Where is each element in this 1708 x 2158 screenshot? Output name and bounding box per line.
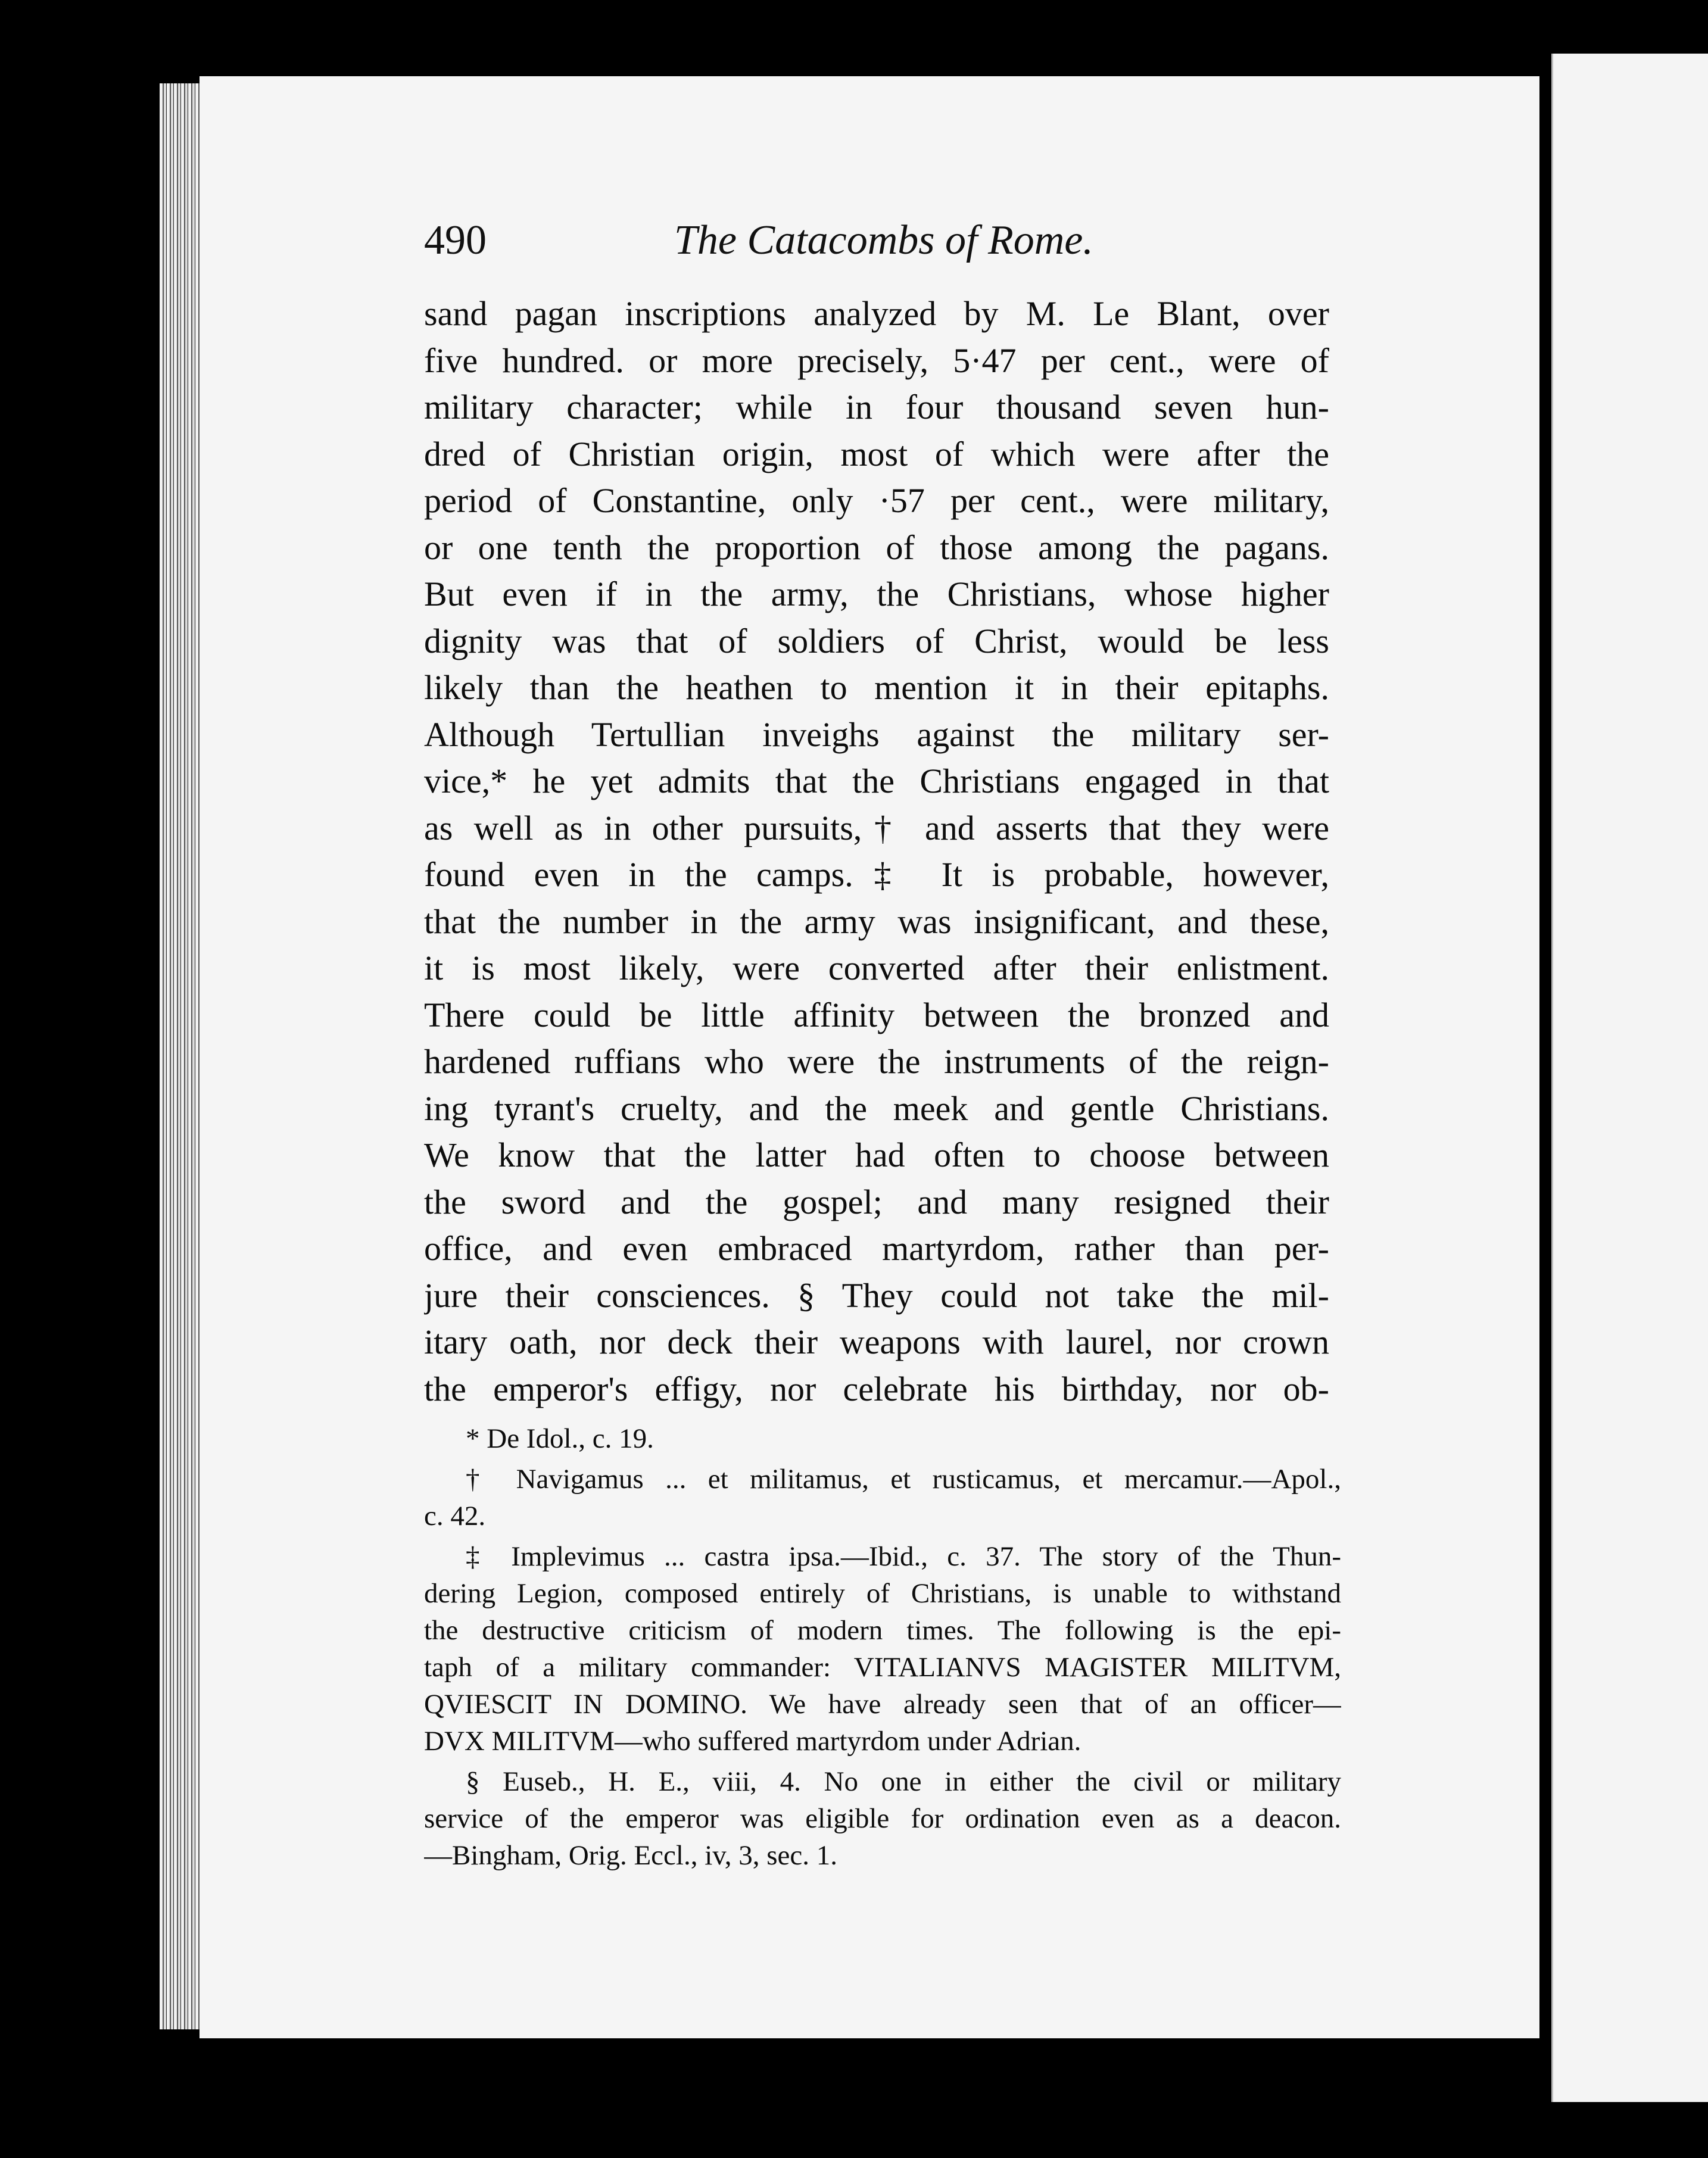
footnote-line: c. 42. [424,1501,486,1532]
body-line: jure their consciences. § They could not take the mil- [424,1276,1329,1315]
page-edges [160,83,201,2029]
body-line: office, and even embraced martyrdom, rather than per- [424,1229,1329,1268]
footnote-line: service of the emperor was eligible for ordination even as a deacon. [424,1803,1341,1834]
body-line: sand pagan inscriptions analyzed by M. Le Blant, over [424,294,1329,333]
body-line: itary oath, nor deck their weapons with laurel, nor crown [424,1323,1329,1361]
body-line: We know that the latter had often to choose between [424,1136,1329,1174]
footnote-line: QVIESCIT IN DOMINO. We have already seen that of an officer— [424,1689,1341,1720]
running-title: The Catacombs of Rome. [674,217,1093,263]
body-line: dignity was that of soldiers of Christ, would be less [424,621,1329,660]
body-line: found even in the camps.‡ It is probable, however, [424,855,1329,894]
footnote-line: taph of a military commander: VITALIANVS MAGISTER MILITVM, [424,1652,1341,1683]
body-line: hardened ruffians who were the instruments of the reign- [424,1042,1329,1081]
body-line: likely than the heathen to mention it in their epitaphs. [424,668,1329,707]
body-line: period of Constantine, only ·57 per cent., were military, [424,481,1329,520]
body-line: the emperor's effigy, nor celebrate his birthday, nor ob- [424,1369,1329,1408]
footnote [424,1420,1341,1457]
footnote-line: DVX MILITVM—who suffered martyrdom under Adrian. [424,1726,1081,1757]
body-line: But even if in the army, the Christians, whose higher [424,575,1329,613]
footnote [424,1763,1341,1874]
body-line: or one tenth the proportion of those among the pagans. [424,528,1329,567]
footnote-line: * De Idol., c. 19. [466,1423,654,1454]
page-number: 490 [424,217,487,263]
footnote [424,1461,1341,1535]
facing-page-edge [1551,54,1708,2102]
body-line: military character; while in four thousand seven hun- [424,388,1329,426]
running-head [424,210,1317,275]
footnote-line: dering Legion, composed entirely of Christians, is unable to withstand [424,1578,1341,1609]
footnote-line: —Bingham, Orig. Eccl., iv, 3, sec. 1. [424,1840,837,1871]
footnotes [424,1420,1341,1878]
footnote-line: ‡ Implevimus ... castra ipsa.—Ibid., c. 37. The story of the Thun- [466,1541,1341,1572]
body-line: that the number in the army was insignificant, and these, [424,902,1329,941]
body-text [424,291,1329,1412]
footnote [424,1538,1341,1760]
body-line: it is most likely, were converted after their enlistment. [424,949,1329,987]
body-line: vice,* he yet admits that the Christians engaged in that [424,762,1329,800]
body-line: five hundred. or more precisely, 5·47 per cent., were of [424,341,1329,380]
body-line: ing tyrant's cruelty, and the meek and gentle Christians. [424,1089,1329,1128]
body-line: Although Tertullian inveighs against the military ser- [424,715,1329,754]
body-line: dred of Christian origin, most of which were after the [424,434,1329,473]
footnote-line: the destructive criticism of modern times. The following is the epi- [424,1615,1341,1646]
body-line: the sword and the gospel; and many resigned their [424,1182,1329,1221]
footnote-line: † Navigamus ... et militamus, et rusticamus, et mercamur.—Apol., [466,1464,1341,1495]
body-line: as well as in other pursuits,† and asserts that they were [424,808,1329,847]
footnote-line: § Euseb., H. E., viii, 4. No one in either the civil or military [466,1766,1341,1797]
body-line: There could be little affinity between the bronzed and [424,995,1329,1034]
